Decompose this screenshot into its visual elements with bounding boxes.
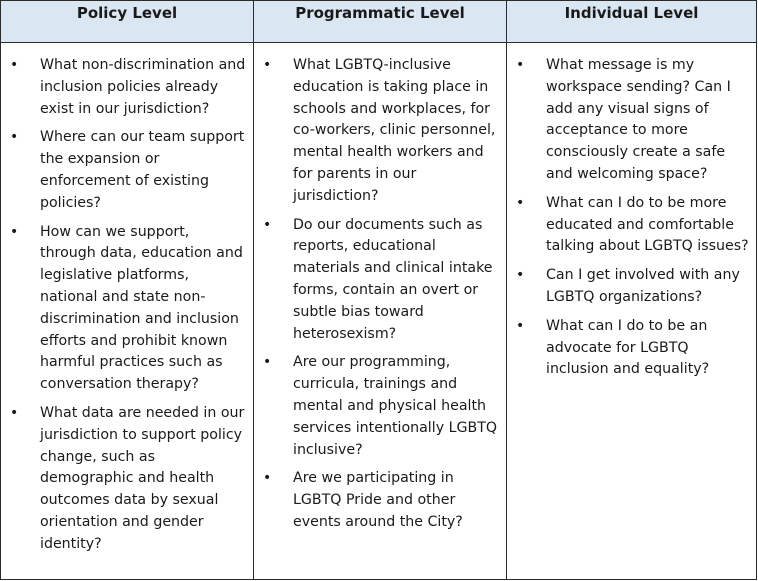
list-item-text: What LGBTQ-inclusive education is taking place in schools and workplaces, for co-workers, clinic personnel, mental health workers and for parents in our jurisdiction?	[293, 57, 496, 204]
policy-questions-list	[1, 55, 249, 556]
list-item-text: How can we support, through data, education and legislative platforms, national and state non-discrimination and inclusion efforts and prohibit known harmful practices such as conversation therapy?	[40, 223, 243, 393]
bullet-icon: •	[263, 470, 272, 487]
list-item-text: What can I do to be an advocate for LGBTQ inclusion and equality?	[546, 317, 710, 378]
bullet-icon: •	[10, 57, 19, 73]
list-item-text: What non-discrimination and inclusion policies already exist in our jurisdiction?	[40, 57, 246, 117]
list-item-text: What can I do to be more educated and comfortable talking about LGBTQ issues?	[546, 194, 749, 255]
policy-level-cell	[1, 43, 254, 579]
list-item	[254, 352, 502, 461]
table-header-row	[1, 1, 756, 43]
bullet-icon: •	[516, 267, 525, 284]
list-item	[254, 55, 502, 208]
list-item	[507, 265, 752, 309]
individual-level-cell	[507, 43, 756, 579]
bullet-icon: •	[516, 57, 525, 73]
list-item	[254, 215, 502, 346]
table-body-row	[1, 43, 756, 579]
bullet-icon: •	[10, 129, 19, 146]
header-programmatic-level: Programmatic Level	[254, 1, 507, 42]
list-item	[1, 222, 249, 396]
list-item	[1, 55, 249, 120]
list-item	[254, 468, 502, 533]
list-item-text: Do our documents such as reports, educational materials and clinical intake forms, contain an overt or subtle bias toward heterosexism?	[293, 216, 493, 342]
bullet-icon: •	[516, 317, 525, 334]
bullet-icon: •	[10, 223, 19, 240]
list-item-text: Are our programming, curricula, trainings and mental and physical health services intentionally LGBTQ inclusive?	[293, 354, 498, 458]
programmatic-level-cell	[254, 43, 507, 579]
list-item	[507, 193, 752, 258]
header-individual-level: Individual Level	[564, 4, 699, 22]
list-item-text: What data are needed in our jurisdiction to support policy change, such as demographic and health outcomes data by sexual orientation and gender identity?	[40, 404, 245, 552]
list-item	[507, 55, 752, 186]
bullet-icon: •	[263, 216, 272, 233]
bullet-icon: •	[263, 354, 272, 371]
bullet-icon: •	[516, 194, 525, 211]
list-item	[507, 316, 752, 381]
list-item	[1, 127, 249, 214]
list-item-text: Where can our team support the expansion or enforcement of existing policies?	[40, 129, 245, 211]
individual-questions-list	[507, 55, 752, 381]
list-item-text: Can I get involved with any LGBTQ organizations?	[546, 267, 740, 305]
list-item	[1, 403, 249, 556]
list-item-text: What message is my workspace sending? Can I add any visual signs of acceptance to more consciously create a safe and welcoming space?	[546, 57, 731, 182]
bullet-icon: •	[10, 404, 19, 421]
list-item-text: Are we participating in LGBTQ Pride and other events around the City?	[293, 470, 463, 530]
bullet-icon: •	[263, 57, 272, 73]
header-policy-level: Policy Level	[1, 1, 254, 42]
programmatic-questions-list	[254, 55, 502, 534]
